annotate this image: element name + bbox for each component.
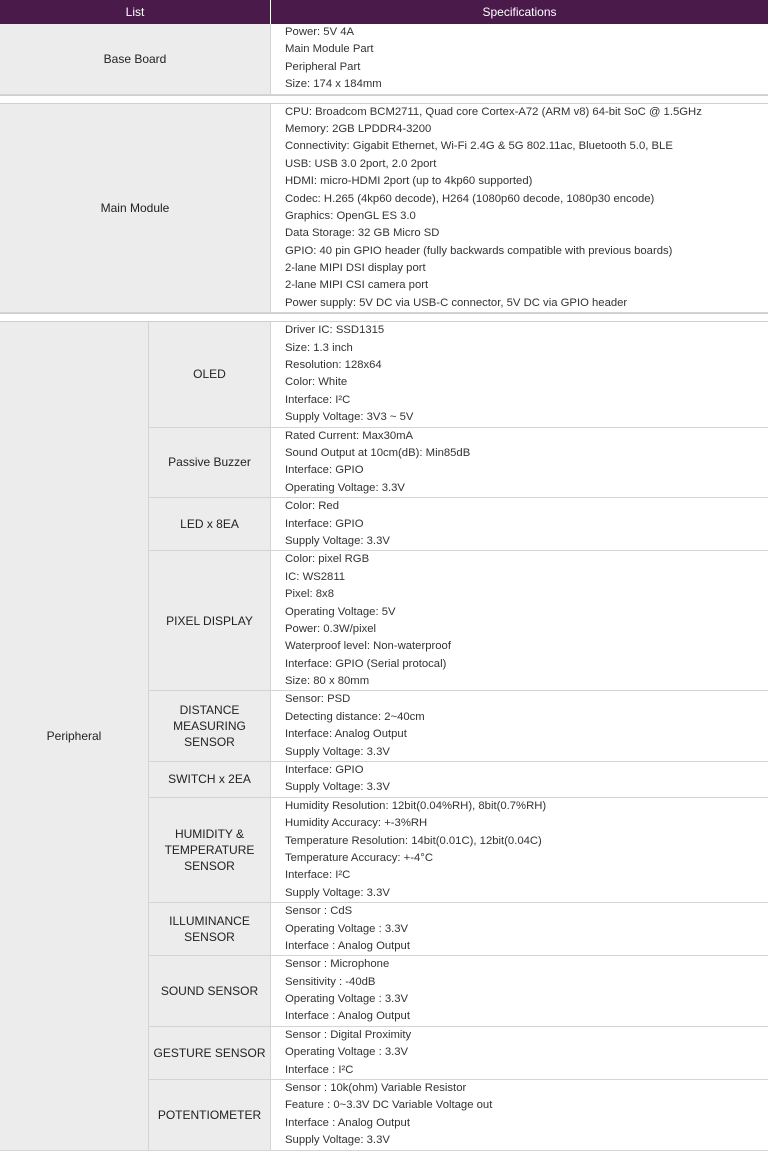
peripheral-row xyxy=(148,551,768,691)
spec-line: Size: 80 x 80mm xyxy=(285,675,370,688)
spec-line: Sensor : CdS xyxy=(285,905,353,918)
spec-line: Sensor: PSD xyxy=(285,693,351,706)
peripheral-item-specs xyxy=(270,551,768,690)
spec-line: Interface : Analog Output xyxy=(285,1010,410,1023)
spec-line: Color: Red xyxy=(285,500,339,513)
peripheral-row xyxy=(148,1027,768,1080)
peripheral-item-label: PIXEL DISPLAY xyxy=(148,551,270,690)
specifications-column-header: Specifications xyxy=(270,0,768,24)
spec-line: Interface: GPIO xyxy=(285,764,364,777)
spec-line: Power supply: 5V DC via USB-C connector, 5V DC via GPIO header xyxy=(285,296,628,309)
peripheral-item-label: GESTURE SENSOR xyxy=(148,1027,270,1079)
base-board-section xyxy=(0,24,768,95)
spec-line: IC: WS2811 xyxy=(285,570,346,583)
peripheral-row xyxy=(148,428,768,499)
peripheral-item-label: POTENTIOMETER xyxy=(148,1080,270,1150)
spec-line: USB: USB 3.0 2port, 2.0 2port xyxy=(285,157,437,170)
spec-line: GPIO: 40 pin GPIO header (fully backwards compatible with previous boards) xyxy=(285,244,673,257)
spec-line: 2-lane MIPI CSI camera port xyxy=(285,279,429,292)
spec-line: Supply Voltage: 3.3V xyxy=(285,781,390,794)
peripheral-row xyxy=(148,956,768,1027)
spec-line: Supply Voltage: 3.3V xyxy=(285,886,390,899)
section-gap xyxy=(0,313,768,322)
spec-line: Interface: GPIO xyxy=(285,517,364,530)
peripheral-row xyxy=(148,798,768,903)
peripheral-row xyxy=(148,322,768,427)
peripheral-item-label: Passive Buzzer xyxy=(148,428,270,498)
spec-line: Temperature Accuracy: +-4°C xyxy=(285,851,433,864)
peripheral-item-specs xyxy=(270,1080,768,1150)
peripheral-item-specs xyxy=(270,762,768,797)
spec-line: Interface: GPIO (Serial protocal) xyxy=(285,657,447,670)
spec-line: Interface: Analog Output xyxy=(285,728,407,741)
peripheral-item-label: OLED xyxy=(148,322,270,426)
base-board-specs xyxy=(270,24,768,94)
spec-line: Interface : I²C xyxy=(285,1063,354,1076)
peripheral-item-specs xyxy=(270,798,768,902)
spec-line: Size: 1.3 inch xyxy=(285,341,353,354)
peripheral-item-label: HUMIDITY & TEMPERATURE SENSOR xyxy=(148,798,270,902)
spec-line: Connectivity: Gigabit Ethernet, Wi-Fi 2.4G & 5G 802.11ac, Bluetooth 5.0, BLE xyxy=(285,140,673,153)
spec-line: Interface : Analog Output xyxy=(285,1116,410,1129)
spec-line: Sensor : Digital Proximity xyxy=(285,1028,412,1041)
peripheral-item-specs xyxy=(270,1027,768,1079)
spec-line: Size: 174 x 184mm xyxy=(285,78,382,91)
peripheral-item-label: ILLUMINANCE SENSOR xyxy=(148,903,270,955)
peripheral-item-specs xyxy=(270,322,768,426)
spec-line: Rated Current: Max30mA xyxy=(285,429,414,442)
base-board-label: Base Board xyxy=(0,24,270,94)
spec-line: Codec: H.265 (4kp60 decode), H264 (1080p60 decode, 1080p30 encode) xyxy=(285,192,655,205)
spec-line: Feature : 0~3.3V DC Variable Voltage out xyxy=(285,1099,493,1112)
spec-line: Operating Voltage: 5V xyxy=(285,605,396,618)
peripheral-items xyxy=(148,322,768,1149)
spec-line: Detecting distance: 2~40cm xyxy=(285,710,425,723)
spec-line: HDMI: micro-HDMI 2port (up to 4kp60 supported) xyxy=(285,175,533,188)
spec-line: Color: White xyxy=(285,376,348,389)
spec-line: Data Storage: 32 GB Micro SD xyxy=(285,227,440,240)
spec-line: Interface: I²C xyxy=(285,869,351,882)
spec-line: Interface: I²C xyxy=(285,393,351,406)
peripheral-item-label: SOUND SENSOR xyxy=(148,956,270,1026)
spec-line: Supply Voltage: 3.3V xyxy=(285,1134,390,1147)
peripheral-row xyxy=(148,1080,768,1150)
spec-line: Color: pixel RGB xyxy=(285,553,370,566)
spec-line: Driver IC: SSD1315 xyxy=(285,324,385,337)
main-module-section xyxy=(0,104,768,314)
spec-line: Humidity Resolution: 12bit(0.04%RH), 8bit(0.7%RH) xyxy=(285,799,547,812)
main-module-specs xyxy=(270,104,768,313)
spec-line: Interface: GPIO xyxy=(285,464,364,477)
spec-line: Operating Voltage : 3.3V xyxy=(285,993,409,1006)
spec-line: Supply Voltage: 3.3V xyxy=(285,745,390,758)
spec-line: Waterproof level: Non-waterproof xyxy=(285,640,451,653)
spec-line: Peripheral Part xyxy=(285,60,361,73)
peripheral-item-specs xyxy=(270,498,768,550)
peripheral-item-specs xyxy=(270,691,768,761)
peripheral-item-specs xyxy=(270,956,768,1026)
spec-line: Main Module Part xyxy=(285,43,374,56)
peripheral-item-label: DISTANCE MEASURING SENSOR xyxy=(148,691,270,761)
spec-line: Power: 0.3W/pixel xyxy=(285,622,377,635)
peripheral-item-label: LED x 8EA xyxy=(148,498,270,550)
list-column-header: List xyxy=(125,5,145,19)
spec-line: 2-lane MIPI DSI display port xyxy=(285,262,426,275)
table-header xyxy=(0,0,768,24)
spec-line: Graphics: OpenGL ES 3.0 xyxy=(285,209,416,222)
peripheral-label: Peripheral xyxy=(0,322,148,1149)
spec-line: Temperature Resolution: 14bit(0.01C), 12bit(0.04C) xyxy=(285,834,542,847)
spec-line: Power: 5V 4A xyxy=(285,26,355,38)
peripheral-item-label: SWITCH x 2EA xyxy=(148,762,270,797)
spec-line: Operating Voltage: 3.3V xyxy=(285,481,405,494)
spec-line: Resolution: 128x64 xyxy=(285,359,382,372)
spec-line: CPU: Broadcom BCM2711, Quad core Cortex-A72 (ARM v8) 64-bit SoC @ 1.5GHz xyxy=(285,105,702,118)
spec-line: Sensor : 10k(ohm) Variable Resistor xyxy=(285,1082,467,1095)
spec-line: Sensor : Microphone xyxy=(285,958,390,971)
peripheral-item-specs xyxy=(270,903,768,955)
spec-line: Humidity Accuracy: +-3%RH xyxy=(285,817,428,830)
spec-line: Supply Voltage: 3V3 ~ 5V xyxy=(285,411,414,424)
spec-line: Sound Output at 10cm(dB): Min85dB xyxy=(285,446,471,459)
spec-line: Interface : Analog Output xyxy=(285,939,410,952)
peripheral-row xyxy=(148,903,768,956)
spec-line: Operating Voltage : 3.3V xyxy=(285,1046,409,1059)
peripheral-row xyxy=(148,691,768,762)
peripheral-row xyxy=(148,498,768,551)
spec-line: Sensitivity : -40dB xyxy=(285,975,376,988)
peripheral-section xyxy=(0,322,768,1150)
peripheral-item-specs xyxy=(270,428,768,498)
main-module-label: Main Module xyxy=(0,104,270,313)
spec-line: Operating Voltage : 3.3V xyxy=(285,922,409,935)
spec-line: Supply Voltage: 3.3V xyxy=(285,534,390,547)
spec-line: Pixel: 8x8 xyxy=(285,588,334,601)
section-gap xyxy=(0,95,768,104)
spec-line: Memory: 2GB LPDDR4-3200 xyxy=(285,122,432,135)
peripheral-row xyxy=(148,762,768,798)
